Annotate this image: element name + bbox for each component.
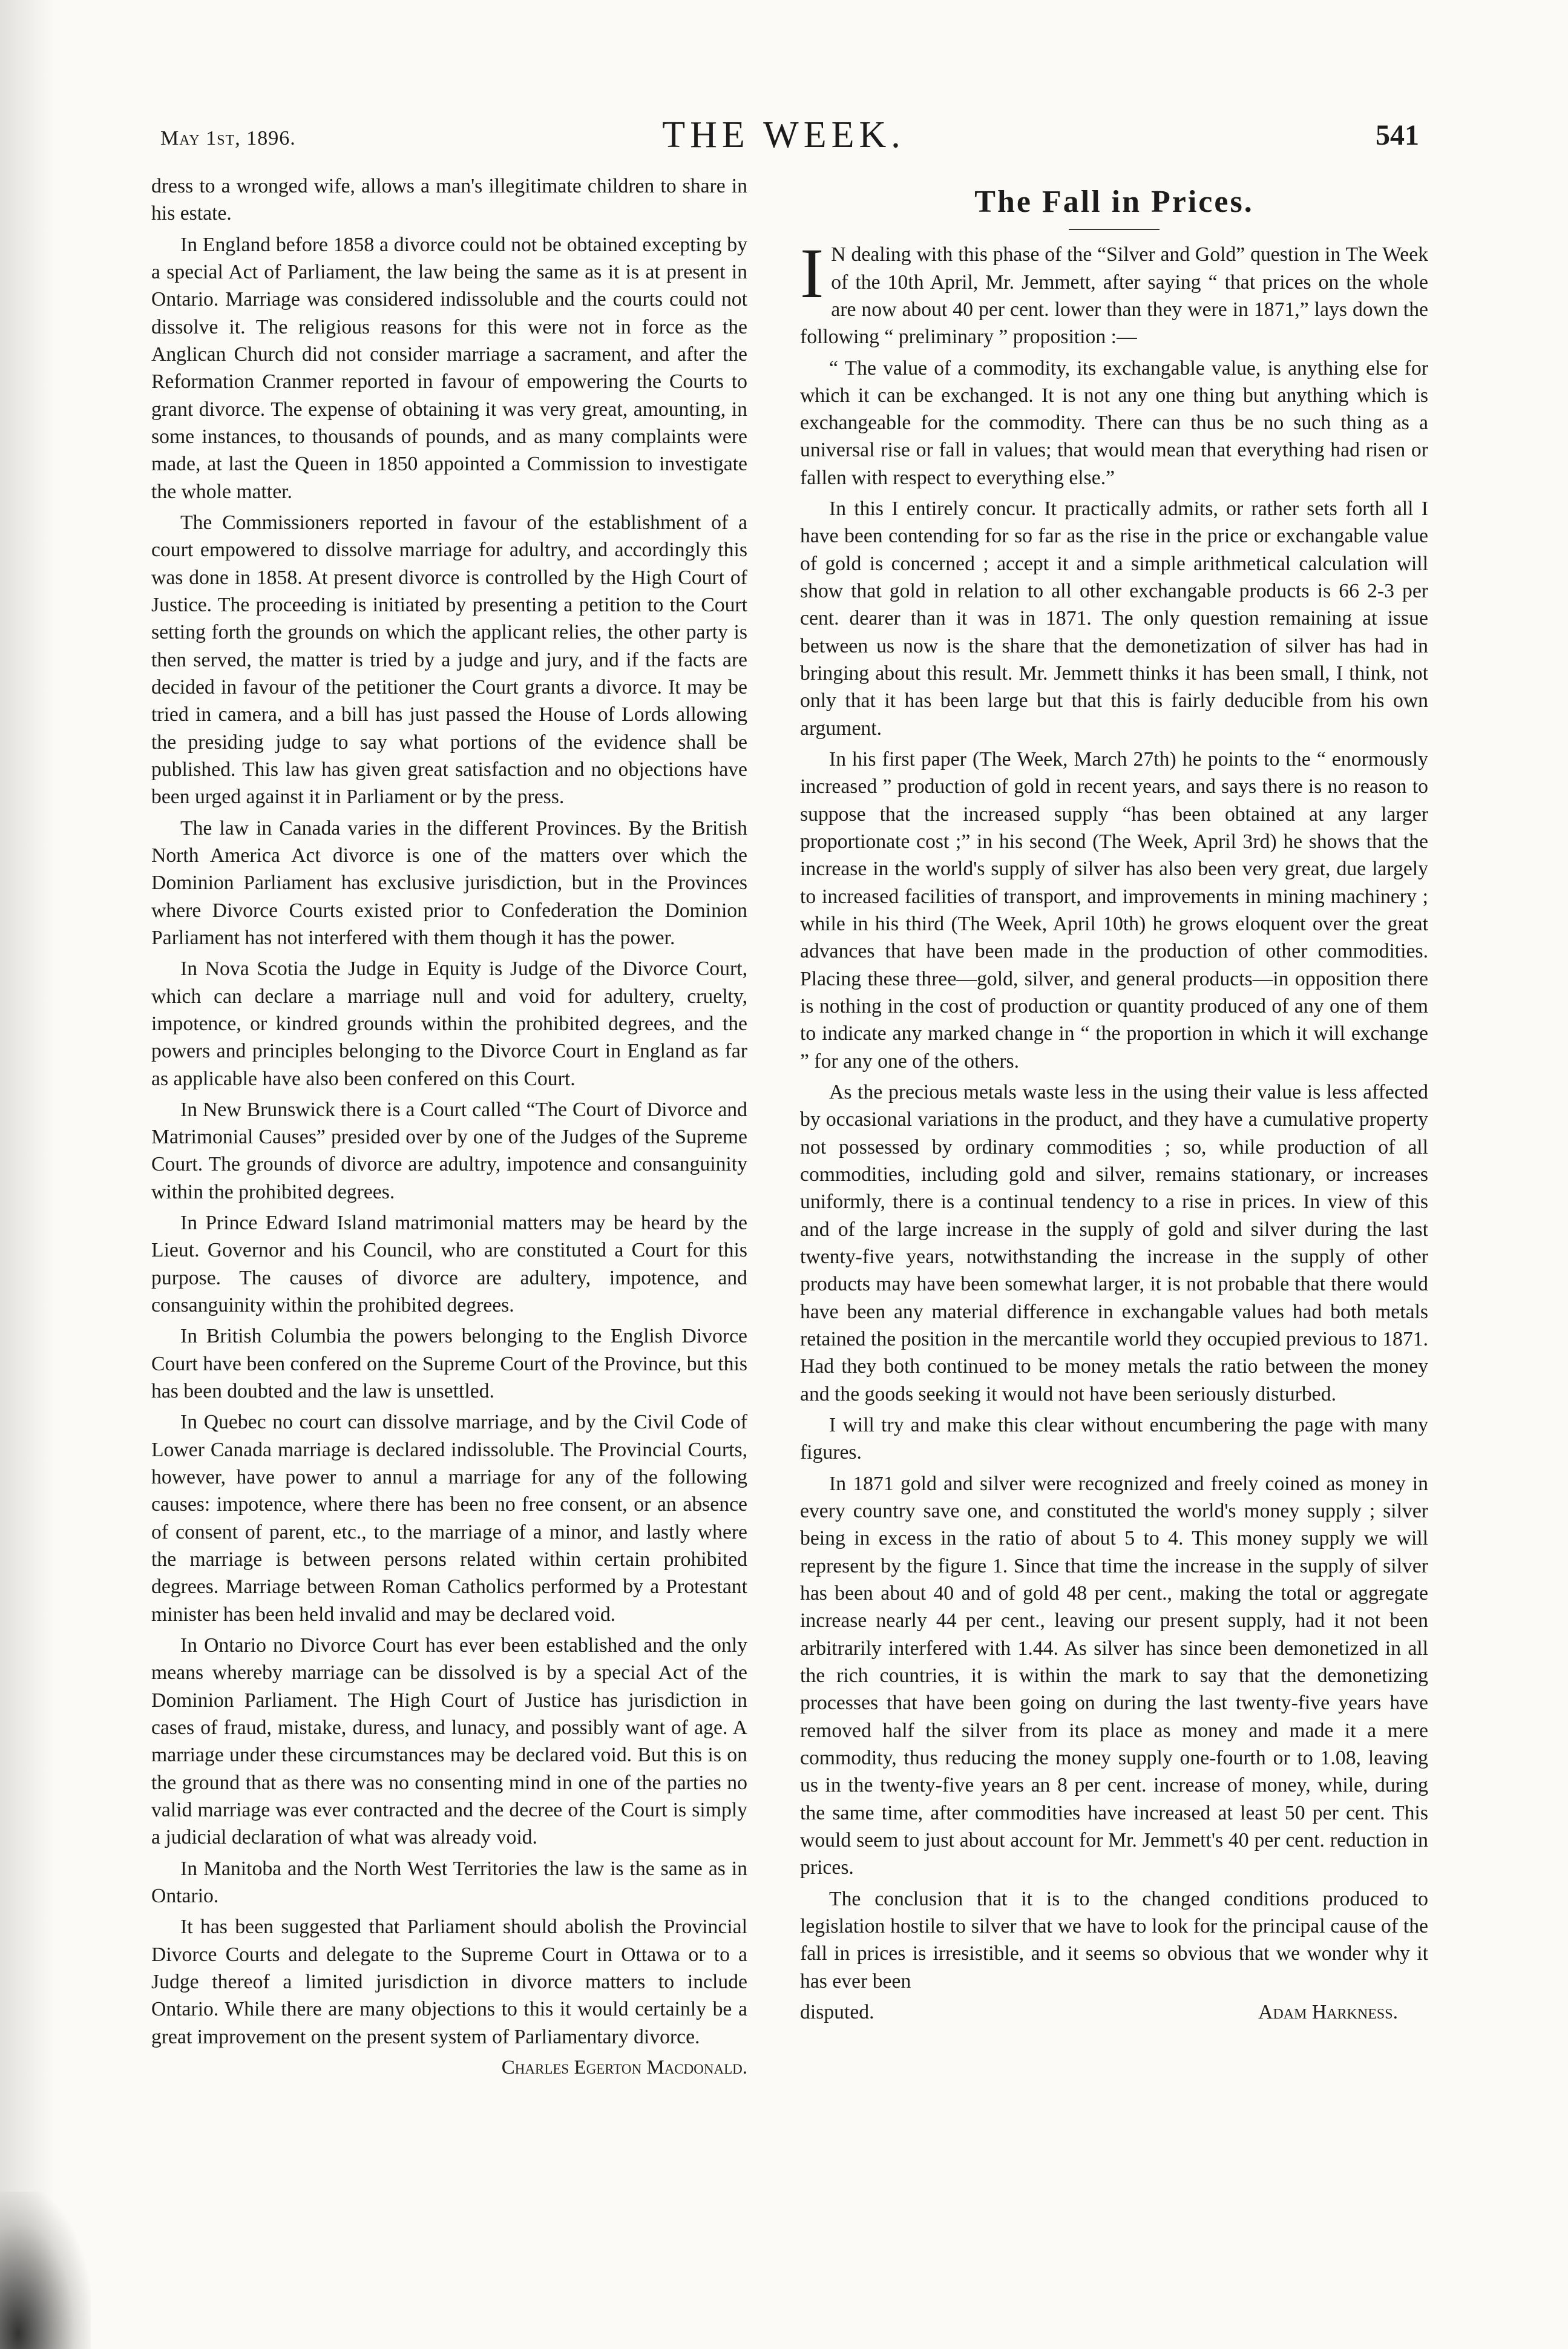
article-paragraph: In Nova Scotia the Judge in Equity is Judge of the Divorce Court, which can declare a marriage null and void for adultery, cruelty, impotence, or kindred grounds within the prohibited degrees, and the powers and principles belonging to the Divorce Court in England as far as applicable have also been confered on this Court.	[151, 958, 747, 1090]
right-column-article	[800, 185, 1428, 2026]
article-paragraph: In 1871 gold and silver were recognized and freely coined as money in every country save one, and constituted the world's money supply ; silver being in excess in the ratio of about 5 to 4. This money supply we will represent by the figure 1. Since that time the increase in the supply of silver has been about 40 and of gold 48 per cent., making the total or aggregate increase nearly 44 per cent., leaving our present supply, had it not been arbitrarily interfered with 1.44. As silver has since been demonetized in all the rich countries, it is within the mark to say that the demonetizing processes that have been going on during the last twenty-five years have removed half the silver from its place as money and made it a mere commodity, thus reducing the money supply one-fourth or to 1.08, leaving us in the twenty-five years an 8 per cent. increase of money, while, during the same time, after commodities have increased at least 50 per cent. This would seem to just about account for Mr. Jemmett's 40 per cent. reduction in prices.	[800, 1472, 1428, 1879]
quoted-proposition: “ The value of a commodity, its exchangable value, is anything else for which it can be exchanged. It is not any one thing but anything which is exchangeable for the commodity. There can thus be no such thing as a universal rise or fall in values; that would mean that everything had risen or fallen with respect to everything else.”	[800, 356, 1428, 489]
article-paragraph: dress to a wronged wife, allows a man's illegitimate children to share in his estate.	[151, 175, 747, 225]
article-paragraph: The Commissioners reported in favour of the establishment of a court empowered to dissolve marriage for adultry, and accordingly this was done in 1858. At present divorce is controlled by the High Court of Justice. The proceeding is initiated by presenting a petition to the Court setting forth the grounds on which the applicant relies, the other party is then served, the matter is tried by a judge and jury, and if the facts are decided in favour of the petitioner the Court grants a divorce. It may be tried in camera, and a bill has just passed the House of Lords allowing the presiding judge to say what portions of the evidence shall be published. This law has given great satisfaction and no objections have been urged against it in Parliament or by the press.	[151, 511, 747, 809]
article-paragraph: The conclusion that it is to the changed conditions produced to legislation hostile to silver that we have to look for the principal cause of the fall in prices is irresistible, and it seems so obvious that we wonder why it has ever been	[800, 1887, 1428, 1993]
article-paragraph: In this I entirely concur. It practically admits, or rather sets forth all I have been contending for so far as the rise in the price or exchangable value of gold is concerned ; accept it and a simple arithmetical calculation will show that gold in relation to all other exchangable products is 66 2-3 per cent. dearer than it was in 1871. The only question remaining at issue between us now is the share that the demonetization of silver has had in bringing about this result. Mr. Jemmett thinks it has been small, I think, not only that it has been large but that this is fairly deducible from his own argument.	[800, 498, 1428, 740]
left-column-article	[151, 172, 747, 2085]
article-paragraph: In Prince Edward Island matrimonial matters may be heard by the Lieut. Governor and his Council, who are constituted a Court for this purpose. The causes of divorce are adultery, impotence, and consanguinity within the prohibited degrees.	[151, 1212, 747, 1317]
closing-signature-row	[800, 1999, 1428, 2026]
page-header	[160, 114, 1419, 168]
lead-text: N dealing with this phase of the “Silver and Gold” question in The Week of the 10th April, Mr. Jemmett, after saying “ that prices on the whole are now about 40 per cent. lower than they were in 1871,” lays down the following “ preliminary ” proposition :—	[800, 243, 1428, 349]
binding-ink-mark	[0, 2192, 91, 2349]
page-number: 541	[1376, 119, 1419, 151]
article-paragraph: In his first paper (The Week, March 27th) he points to the “ enormously increased ” production of gold in recent years, and says there is no reason to suppose that the increased supply “has been obtained at any larger proportionate cost ;” in his second (The Week, April 3rd) he shows that the increase in the world's supply of silver has also been very great, due largely to increased facilities of transport, and improvements in mining machinery ; while in his third (The Week, April 10th) he grows eloquent over the great advances that have been made in the production of other commodities. Placing these three—gold, silver, and general products—in opposition there is nothing in the cost of production or quantity produced of any one of them to indicate any marked change in “ the proportion in which it will exchange ” for any one of the others.	[800, 748, 1428, 1073]
article-title: The Fall in Prices.	[974, 185, 1254, 219]
article-paragraph: In England before 1858 a divorce could not be obtained excepting by a special Act of Parliament, the law being the same as it is at present in Ontario. Marriage was considered indissoluble and the courts could not dissolve it. The religious reasons for this were not in force as the Anglican Church did not consider marriage a sacrament, and after the Reformation Cranmer reported in favour of empowering the Courts to grant divorce. The expense of obtaining it was very great, amounting, in some instances, to thousands of pounds, and as many complaints were made, at last the Queen in 1850 appointed a Commission to investigate the whole matter.	[151, 233, 747, 503]
article-paragraph: The law in Canada varies in the different Provinces. By the British North America Act divorce is one of the matters over which the Dominion Parliament has exclusive jurisdiction, but in the Provinces where Divorce Courts existed prior to Confederation the Dominion Parliament has not interfered with them though it has the power.	[151, 816, 747, 949]
page-binding-shadow	[0, 0, 54, 2349]
issue-date: May 1st, 1896.	[160, 127, 296, 149]
article-paragraph: It has been suggested that Parliament should abolish the Provincial Divorce Courts and delegate to the Supreme Court in Ottawa or to a Judge thereof a limited jurisdiction in divorce matters to include Ontario. While there are many objections to this it would certainly be a great improvement on the present system of Parliamentary divorce.	[151, 1916, 747, 2048]
drop-cap: I	[800, 234, 824, 314]
right-article-signature: Adam Harkness.	[1258, 2000, 1398, 2023]
article-paragraph: In New Brunswick there is a Court called “The Court of Divorce and Matrimonial Causes” presided over by one of the Judges of the Supreme Court. The grounds of divorce are adultry, impotence and consanguinity within the prohibited degrees.	[151, 1098, 747, 1203]
title-divider	[1069, 229, 1160, 230]
article-paragraph: As the precious metals waste less in the using their value is less affected by occasional variations in the product, and they have a cumulative property not possessed by ordinary commodities ; so, while production of all commodities, including gold and silver, remains stationary, or increases uniformly, there is a continual tendency to a rise in prices. In view of this and of the large increase in the supply of gold and silver during the last twenty-five years, notwithstanding the increase in the supply of other products may have been somewhat larger, it is not probable that there would have been any material difference in exchangable values had both metals retained the position in the mercantile world they occupied previous to 1871. Had they both continued to be money metals the ratio between the money and the goods seeking it would not have been seriously disturbed.	[800, 1081, 1428, 1405]
article-paragraph: In Quebec no court can dissolve marriage, and by the Civil Code of Lower Canada marriage is declared indissoluble. The Provincial Courts, however, have power to annul a marriage for any of the following causes: impotence, where there has been no free consent, or an absence of consent of parent, etc., to the marriage of a minor, and lastly where the marriage is between persons related within certain prohibited degrees. Marriage between Roman Catholics performed by a Protestant minister has been held invalid and may be declared void.	[151, 1411, 747, 1626]
article-paragraph: In Ontario no Divorce Court has ever been established and the only means whereby marriage can be dissolved is by a special Act of the Dominion Parliament. The High Court of Justice has jurisdiction in cases of fraud, mistake, duress, and lunacy, and possibly want of age. A marriage under these circumstances may be declared void. But this is on the ground that as there was no consenting mind in one of the parties no valid marriage was ever contracted and the decree of the Court is simply a judicial declaration of what was already void.	[151, 1634, 747, 1849]
article-paragraph: I will try and make this clear without encumbering the page with many figures.	[800, 1413, 1428, 1464]
closing-word: disputed.	[800, 2000, 874, 2023]
article-paragraph: In Manitoba and the North West Territories the law is the same as in Ontario.	[151, 1857, 747, 1908]
article-paragraph: In British Columbia the powers belonging to the English Divorce Court have been confered on the Supreme Court of the Province, but this has been doubted and the law is unsettled.	[151, 1325, 747, 1403]
publication-title: THE WEEK.	[662, 114, 905, 156]
left-article-signature: Charles Egerton Macdonald.	[501, 2056, 747, 2078]
article-lead-paragraph	[800, 234, 1428, 350]
